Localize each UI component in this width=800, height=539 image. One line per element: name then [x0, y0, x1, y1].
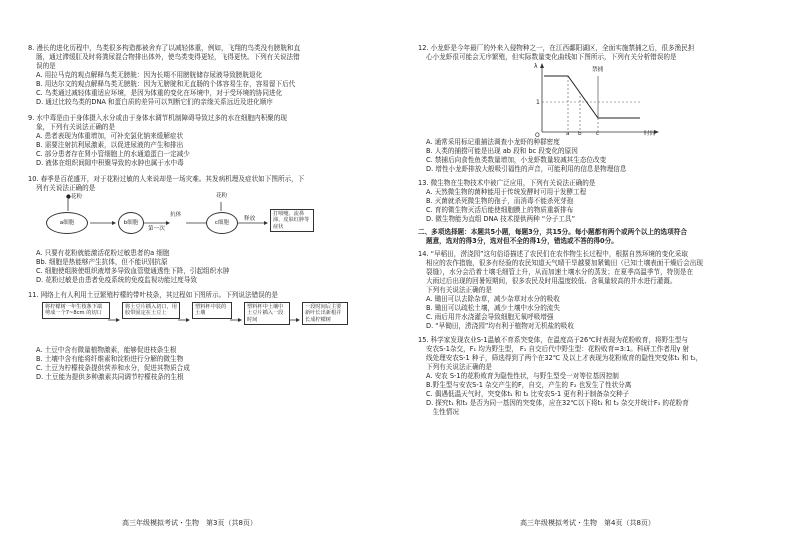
section-heading-multiple-choice: [418, 228, 788, 246]
option-a: A. 天然微生物的菌种能用于传统发酵时可用于发酵工程: [426, 188, 587, 196]
option-a: A. 患者表现为体重增加，可补充氯化钠来缓解症状: [36, 132, 184, 140]
option-c: C. 偶遇低温天气时，突变体t₁ 和 t₂ 比安农S-1 更有利于制备杂交种子: [426, 390, 630, 398]
option-c: C. 雨后用井水浇灌会导致细胞无氧呼吸增强: [426, 313, 554, 321]
question-10: [28, 175, 398, 285]
option-d: D. 增性小龙虾排放大般吸引福性的声音，可能利用的信息是物理信息: [426, 165, 627, 173]
question-text: 下列有关说法正确的是: [426, 286, 492, 294]
question-text: 线处理安农S-1 种子，筛选得到了两个在32℃ 及以上才表现为花粉败育的隐性突变体t₁ 和 t₂，: [426, 354, 703, 362]
option-b: Bb. 细胞是热能够产生抗体，但不能识别抗原: [36, 258, 168, 266]
option-d: D. 液体在组织间隙中积聚导致的水肿也属于水中毒: [36, 159, 184, 167]
release-label: 释放: [244, 216, 256, 222]
option-a: A. 土豆中含有微量植物激素，能够促进枝条生根: [36, 346, 177, 354]
option-d: D. 微生物能为直组 DNA 技术提供两种 “分子工具”: [426, 215, 576, 223]
origin-label: O: [535, 132, 540, 139]
step-4-box: 塑料杯中土壤中土豆片插入一段时间: [244, 302, 290, 325]
question-9: [28, 114, 398, 168]
option-a: A. 只要有花粉就能激活花粉过敏患者的a 细胞: [36, 249, 170, 257]
question-14: [418, 250, 788, 331]
page-footer-left: 高三年级模拟考试・生物 第3页（共8页）: [122, 519, 257, 527]
cell-b: b细胞: [118, 212, 144, 234]
x-tick-c: c: [596, 131, 600, 137]
step-1-box: 将柠檬树一年生枝条下端剪成一个7~8cm 的切口: [42, 302, 110, 319]
question-text: 11. 网络上有人利用土豆繁殖柠檬的带叶枝条，其过程如下图所示。下列说法错误的是: [28, 291, 278, 299]
page-footer-right: 高三年级模拟考试・生物 第4页（共8页）: [520, 519, 655, 527]
question-text: 心小龙虾很可能会无序繁殖，但实际数量变化曲线如下图所示，下列有关分析错误的是: [426, 53, 677, 61]
question-text: 肠，通过滞缓肛及时将粪尿混合物排出体外，使鸟类变得更轻，飞得更快。下列有关说法错: [36, 53, 300, 61]
option-c: C. 细胞使组胺使组织液增多导致血管壁通透性下降，引起组织水肿: [36, 267, 230, 275]
question-13: [418, 179, 788, 224]
option-a: A. 锄田可以去除杂草，减少杂草对水分的吸收: [426, 295, 560, 303]
left-page-column: [28, 0, 398, 539]
option-b: B. 需要注射抗利尿激素，以促进尿液的产生和排出: [36, 141, 184, 149]
section-text: 题意，选对的得3分，选对但不全的得1分，错选或不答的得0分。: [426, 237, 618, 245]
first-exposure-label: 第一次: [148, 226, 165, 232]
right-page-column: [418, 0, 788, 539]
option-d: D. 探究t₁ 和t₂ 是否为同一基因的突变体，应在32℃以下将t₁ 和 t₂ 杂交并统计F₁ 的花粉育: [426, 399, 689, 407]
option-b: B. 人类的捕捞可能是出现 ab 段和 bc 段变化的原因: [426, 147, 578, 155]
cell-a: a细胞: [46, 212, 88, 234]
question-text: 14. “早稻田，涝浇园”这句俗语描述了农民们在农作物生长过程中，根据自然环境的变化采取: [418, 250, 688, 258]
option-d: D. 通过比较鸟类的DNA 和蛋白质的差异可以判断它们的亲缘关系远近及进化顺序: [36, 98, 273, 106]
question-text: 15. 科学家发现农业S-1温敏不育系突变体，在温度高于26℃时表现为花粉败育，将野生型与: [418, 336, 688, 344]
question-text: 12. 小龙虾是今年最厂的外来入侵物种之一，在江西鄱阳湖区，全面实施禁捕之后，很多渔民担: [418, 44, 695, 52]
cell-c: c细胞: [206, 212, 238, 234]
step-5-box: 一段时间后主要新叶长出新根并长成柠檬树: [302, 302, 348, 325]
option-b: B. 锄田可以疏松土壤，减少土壤中水分的流失: [426, 304, 560, 312]
option-c: C. 禁捕后向食性鱼类数量增加，小龙虾数量较减其生态位改变: [426, 156, 607, 164]
option-c: C. 部分患者存在肾小管细胞上的水通道蛋白一定减少: [36, 150, 190, 158]
question-text: 下列有关说法正确的是: [426, 363, 492, 371]
question-text: 裂缝），水分会沿着土壤毛细管上升，从而加速土壤水分的蒸发；在夏季高温季节，特别是在: [426, 268, 694, 276]
option-b: B. 用达尔文的观点解释鸟类无膀胱：因为无膀胱和无直肠的个体容易生存，容易留下后代: [36, 80, 296, 88]
y-axis-label: λ: [534, 63, 538, 70]
option-b: B.野生型与安农S-1 杂交产生的F，自交，产生的 F₂ 也发生了性状分离: [426, 381, 632, 389]
question-15: [418, 336, 788, 417]
lambda-graph: [418, 62, 788, 138]
option-c: C. 育的微生物灭活后能使细胞膜上的物质重新排布: [426, 206, 574, 214]
pollen-label: 花粉: [216, 193, 228, 199]
section-text: 二、多项选择题：本题共5小题，每题3分，共15分。每小题都有两个或两个以上的选项符合: [418, 228, 687, 236]
question-8: [28, 44, 398, 107]
option-d: D. “早锄田，涝浇园”均有利于植物对无机盐的吸收: [426, 322, 574, 330]
option-d-continued: 生性情况: [426, 408, 459, 416]
option-a: A. 安农 S-1的花粉败育为隐性性状，与野生型受一对等位基因控制: [426, 372, 619, 380]
step-2-box: 将土豆片插入切口，用胶带固定在土豆上: [122, 302, 180, 319]
allergen-label: ●花粉: [66, 194, 83, 200]
question-11: [28, 291, 398, 382]
question-text: 象，下列有关说法正确的是: [36, 123, 116, 131]
option-b: B. 土壤中含有能将纤维素和淀粉进行分解的微生物: [36, 355, 184, 363]
step-3-box: 塑料杯中装的土壤: [192, 302, 232, 319]
immune-diagram: [28, 193, 398, 249]
option-d: D. 花粉过敏是由患者免疫系统的免疫监视功能过度导致: [36, 276, 197, 284]
antibody-label: 抗体: [170, 212, 182, 218]
option-d: D. 土豆能为提供多种激素共同调节柠檬枝条的生根: [36, 373, 184, 381]
ban-annotation: 禁捕: [592, 67, 604, 73]
x-tick-a: a: [566, 131, 570, 137]
option-a: A. 用拉马克的观点解释鸟类无膀胱：因为长期不用膀胱储存尿液导致膀胱退化: [36, 71, 263, 79]
option-a: A. 通常采用标记重捕法调查小龙虾的种群密度: [426, 138, 560, 146]
question-text: 安农S-1杂交，F₁ 均为野生型， F₁ 自交后代中野生型：花粉败育=3:1。科研工作者用γ 射: [426, 345, 690, 353]
grafting-diagram: [28, 300, 398, 346]
question-text: 大雨过后出现的回暑短期间，很多农民及时用温度较低、含氧量较高的井水进行灌溉。: [426, 277, 677, 285]
question-text: 列有关说法正确的是: [36, 184, 96, 192]
question-text: 9. 水中毒是由于身体摄入水分或由于身体水调节机制障碍导致过多的水在细胞内积聚的现: [28, 114, 287, 122]
question-text: 相应的农作措施，很多有经验的农民知道天气晴干旱越要加紧锄田（已知土壤表面干燥后会出现: [426, 259, 703, 267]
question-text: 8. 漫长的进化历程中，鸟类很多构造都被舍弃了以减轻体重，例如，飞翔的鸟类没有膀胱和直: [28, 44, 301, 52]
x-axis-label: 时间: [644, 131, 656, 137]
y-tick-one: 1: [536, 99, 540, 106]
question-12: [418, 44, 788, 174]
option-c: C. 土豆为柠檬枝条提供营养和水分，促进其物质合成: [36, 364, 190, 372]
option-b: B. 灭菌就杀死微生物的孢子，而消毒不能杀死芽孢: [426, 197, 574, 205]
option-c: C. 鸟类通过减轻体重适应环境，是因为体重的变化在环境中，对于受环境的协同进化: [36, 89, 283, 97]
question-text: 10. 春季是百花盛开，对于花粉过敏的人来说却是一场灾难。其发病机理及症状如下图所示，下: [28, 175, 305, 183]
x-tick-b: b: [578, 131, 582, 137]
question-text: 误的是: [36, 62, 56, 70]
question-text: 13. 微生物在生物技术中被广泛应用，下列有关说法正确的是: [418, 179, 596, 187]
symptom-box: 打喷嚏、流鼻涕、皮肤红肿等症状: [270, 209, 314, 232]
